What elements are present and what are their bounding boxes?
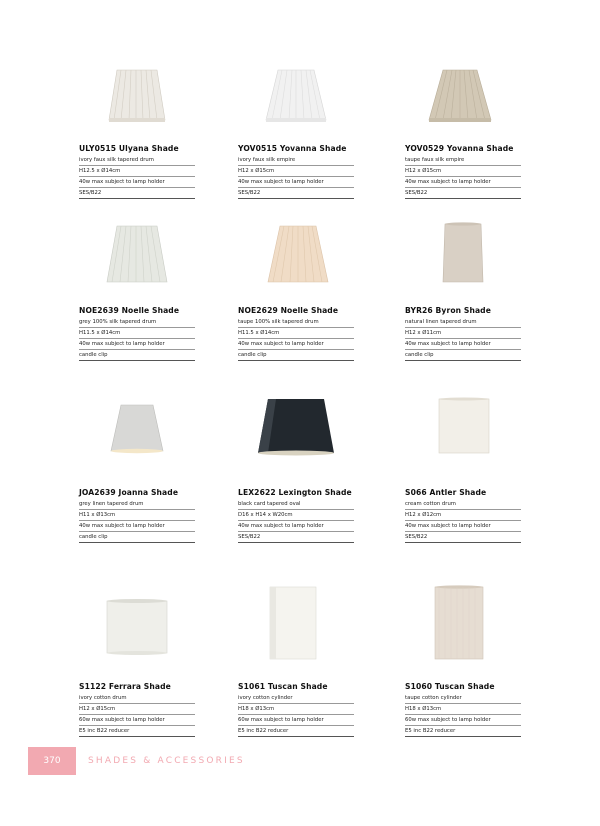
product-wattage: 40w max subject to lamp holder [405, 339, 521, 350]
product-material: black card tapered oval [238, 499, 354, 510]
product-dimensions: H18 x Ø13cm [405, 704, 521, 715]
product-card [79, 58, 195, 203]
product-fitting: candle clip [405, 350, 521, 361]
product-fitting: SES/B22 [405, 188, 521, 199]
product-material: ivory faux silk empire [238, 155, 354, 166]
product-name: S1060 Tuscan Shade [405, 682, 495, 691]
product-fitting: candle clip [79, 532, 195, 543]
product-details [238, 155, 354, 199]
pleated-shade-icon [238, 58, 354, 138]
product-fitting: candle clip [79, 350, 195, 361]
product-details [79, 693, 195, 737]
product-details [405, 155, 521, 199]
drum-shade-icon [79, 585, 195, 665]
product-material: ivory cotton drum [79, 693, 195, 704]
product-dimensions: H12 x Ø12cm [405, 510, 521, 521]
product-name: LEX2622 Lexington Shade [238, 488, 352, 497]
product-wattage: 40w max subject to lamp holder [79, 521, 195, 532]
product-name: BYR26 Byron Shade [405, 306, 491, 315]
product-fitting: SES/B22 [238, 532, 354, 543]
pleated-shade-icon [405, 58, 521, 138]
product-card [79, 393, 195, 543]
product-material: grey 100% silk tapered drum [79, 317, 195, 328]
product-wattage: 40w max subject to lamp holder [238, 177, 354, 188]
product-details [405, 693, 521, 737]
product-material: taupe 100% silk tapered drum [238, 317, 354, 328]
product-material: natural linen tapered drum [405, 317, 521, 328]
product-dimensions: H12 x Ø15cm [405, 166, 521, 177]
page-number: 370 [28, 747, 76, 775]
product-fitting: SES/B22 [79, 188, 195, 199]
product-wattage: 40w max subject to lamp holder [405, 521, 521, 532]
oval-shade-icon [238, 393, 354, 473]
product-material: taupe cotton cylinder [405, 693, 521, 704]
product-details [79, 155, 195, 199]
pleated-shade-icon [79, 58, 195, 138]
product-card [79, 220, 195, 365]
product-name: JOA2639 Joanna Shade [79, 488, 179, 497]
product-material: ivory faux silk tapered drum [79, 155, 195, 166]
product-fitting: E5 inc B22 reducer [238, 726, 354, 737]
product-name: S066 Antler Shade [405, 488, 487, 497]
product-details [405, 499, 521, 543]
cylinder-shade-icon [405, 585, 521, 665]
product-name: NOE2629 Noelle Shade [238, 306, 339, 315]
product-details [238, 693, 354, 737]
product-card [405, 58, 521, 203]
product-fitting: E5 inc B22 reducer [79, 726, 195, 737]
product-fitting: SES/B22 [238, 188, 354, 199]
product-card [79, 585, 195, 740]
product-wattage: 60w max subject to lamp holder [238, 715, 354, 726]
product-card [238, 585, 354, 740]
product-fitting: E5 inc B22 reducer [405, 726, 521, 737]
product-wattage: 60w max subject to lamp holder [405, 715, 521, 726]
product-wattage: 60w max subject to lamp holder [79, 715, 195, 726]
cylinder-shade-icon [238, 585, 354, 665]
product-dimensions: H12 x Ø11cm [405, 328, 521, 339]
product-name: ULY0515 Ulyana Shade [79, 144, 179, 153]
product-card [238, 220, 354, 365]
product-name: S1122 Ferrara Shade [79, 682, 171, 691]
product-wattage: 40w max subject to lamp holder [405, 177, 521, 188]
product-card [405, 393, 521, 543]
pleated-shade-icon [238, 220, 354, 300]
product-material: cream cotton drum [405, 499, 521, 510]
product-dimensions: H12 x Ø15cm [238, 166, 354, 177]
tapered-shade-icon [405, 220, 521, 300]
section-title: SHADES & ACCESSORIES [88, 756, 245, 766]
pleated-shade-icon [79, 220, 195, 300]
product-details [79, 499, 195, 543]
product-name: NOE2639 Noelle Shade [79, 306, 180, 315]
product-name: YOV0529 Yovanna Shade [405, 144, 514, 153]
product-details [238, 317, 354, 361]
drum-shade-icon [405, 393, 521, 473]
product-dimensions: H11 x Ø13cm [79, 510, 195, 521]
product-name: YOV0515 Yovanna Shade [238, 144, 347, 153]
tapered-shade-icon [79, 393, 195, 473]
product-dimensions: D16 x H14 x W20cm [238, 510, 354, 521]
product-wattage: 40w max subject to lamp holder [79, 177, 195, 188]
product-name: S1061 Tuscan Shade [238, 682, 328, 691]
product-wattage: 40w max subject to lamp holder [238, 339, 354, 350]
product-details [238, 499, 354, 543]
product-details [79, 317, 195, 361]
product-material: taupe faux silk empire [405, 155, 521, 166]
product-card [238, 393, 354, 543]
product-dimensions: H11.5 x Ø14cm [79, 328, 195, 339]
product-dimensions: H11.5 x Ø14cm [238, 328, 354, 339]
product-wattage: 40w max subject to lamp holder [79, 339, 195, 350]
product-dimensions: H18 x Ø13cm [238, 704, 354, 715]
product-card [405, 220, 521, 365]
product-card [405, 585, 521, 740]
product-card [238, 58, 354, 203]
product-material: grey linen tapered drum [79, 499, 195, 510]
product-dimensions: H12.5 x Ø14cm [79, 166, 195, 177]
product-wattage: 40w max subject to lamp holder [238, 521, 354, 532]
product-material: ivory cotton cylinder [238, 693, 354, 704]
product-details [405, 317, 521, 361]
product-dimensions: H12 x Ø15cm [79, 704, 195, 715]
product-fitting: candle clip [238, 350, 354, 361]
product-fitting: SES/B22 [405, 532, 521, 543]
